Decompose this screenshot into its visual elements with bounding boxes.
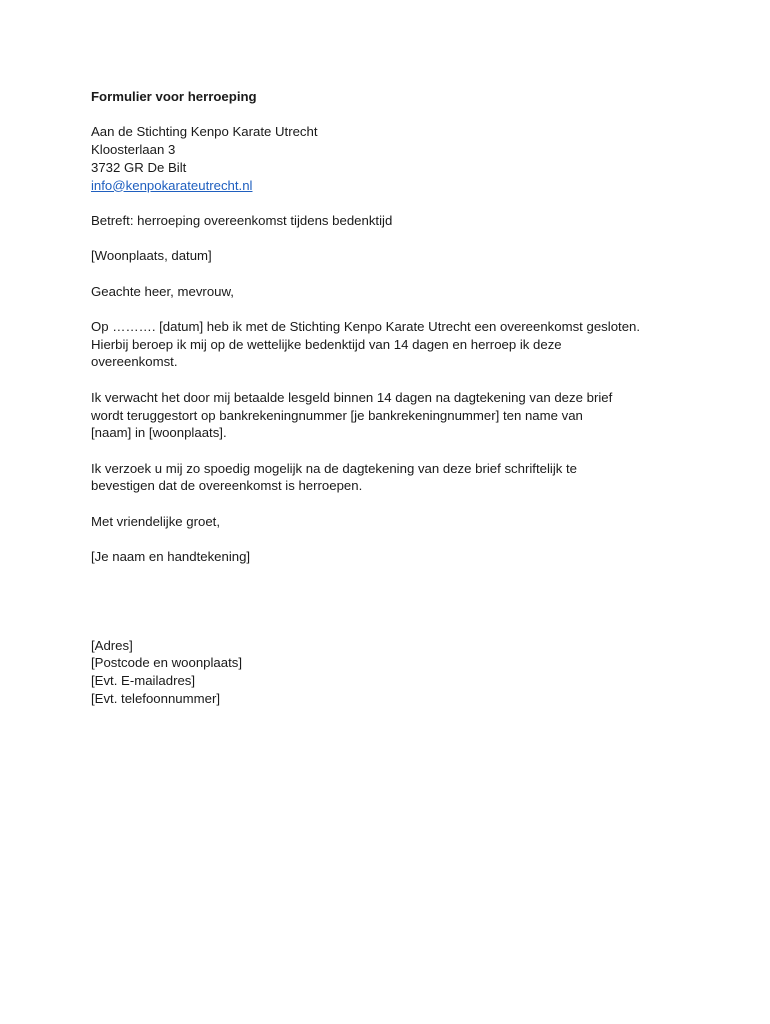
- recipient-street: Kloosterlaan 3: [91, 142, 176, 158]
- paragraph-line: wordt teruggestort op bankrekeningnummer [je bankrekeningnummer] ten name van: [91, 407, 583, 423]
- spacer: [91, 530, 711, 548]
- closing: Met vriendelijke groet,: [91, 513, 221, 529]
- spacer: [91, 230, 711, 248]
- subject-line: Betreft: herroeping overeenkomst tijdens bedenktijd: [91, 212, 393, 228]
- sender-address: [Adres]: [91, 637, 133, 653]
- paragraph-agreement: [91, 318, 711, 371]
- sender-phone: [Evt. telefoonnummer]: [91, 690, 221, 706]
- paragraph-refund: [91, 389, 711, 442]
- paragraph-line: bevestigen dat de overeenkomst is herroepen.: [91, 478, 363, 494]
- document-title: Formulier voor herroeping: [91, 89, 257, 104]
- spacer: [91, 265, 711, 283]
- recipient-block: [91, 123, 711, 194]
- sender-postcode-city: [Postcode en woonplaats]: [91, 655, 243, 671]
- spacer: [91, 371, 711, 389]
- letter-page: [91, 88, 711, 707]
- spacer: [91, 619, 711, 637]
- salutation: Geachte heer, mevrouw,: [91, 283, 234, 299]
- paragraph-line: Ik verzoek u mij zo spoedig mogelijk na de dagtekening van deze brief schriftelijk te: [91, 460, 577, 476]
- place-date: [Woonplaats, datum]: [91, 248, 212, 264]
- paragraph-line: overeenkomst.: [91, 354, 178, 370]
- spacer: [91, 442, 711, 460]
- spacer: [91, 495, 711, 513]
- recipient-email-link[interactable]: info@kenpokarateutrecht.nl: [91, 177, 253, 193]
- signature-space: [91, 566, 711, 619]
- paragraph-confirmation: [91, 460, 711, 495]
- paragraph-line: Op ………. [datum] heb ik met de Stichting Kenpo Karate Utrecht een overeenkomst gesloten.: [91, 319, 641, 335]
- recipient-name: Aan de Stichting Kenpo Karate Utrecht: [91, 124, 318, 140]
- spacer: [91, 106, 711, 124]
- spacer: [91, 194, 711, 212]
- paragraph-line: Ik verwacht het door mij betaalde lesgeld binnen 14 dagen na dagtekening van deze brief: [91, 389, 613, 405]
- recipient-postcode-city: 3732 GR De Bilt: [91, 159, 187, 175]
- signature-placeholder: [Je naam en handtekening]: [91, 549, 251, 565]
- sender-block: [91, 637, 711, 708]
- spacer: [91, 300, 711, 318]
- paragraph-line: [naam] in [woonplaats].: [91, 425, 227, 441]
- paragraph-line: Hierbij beroep ik mij op de wettelijke bedenktijd van 14 dagen en herroep ik deze: [91, 336, 562, 352]
- sender-email: [Evt. E-mailadres]: [91, 672, 196, 688]
